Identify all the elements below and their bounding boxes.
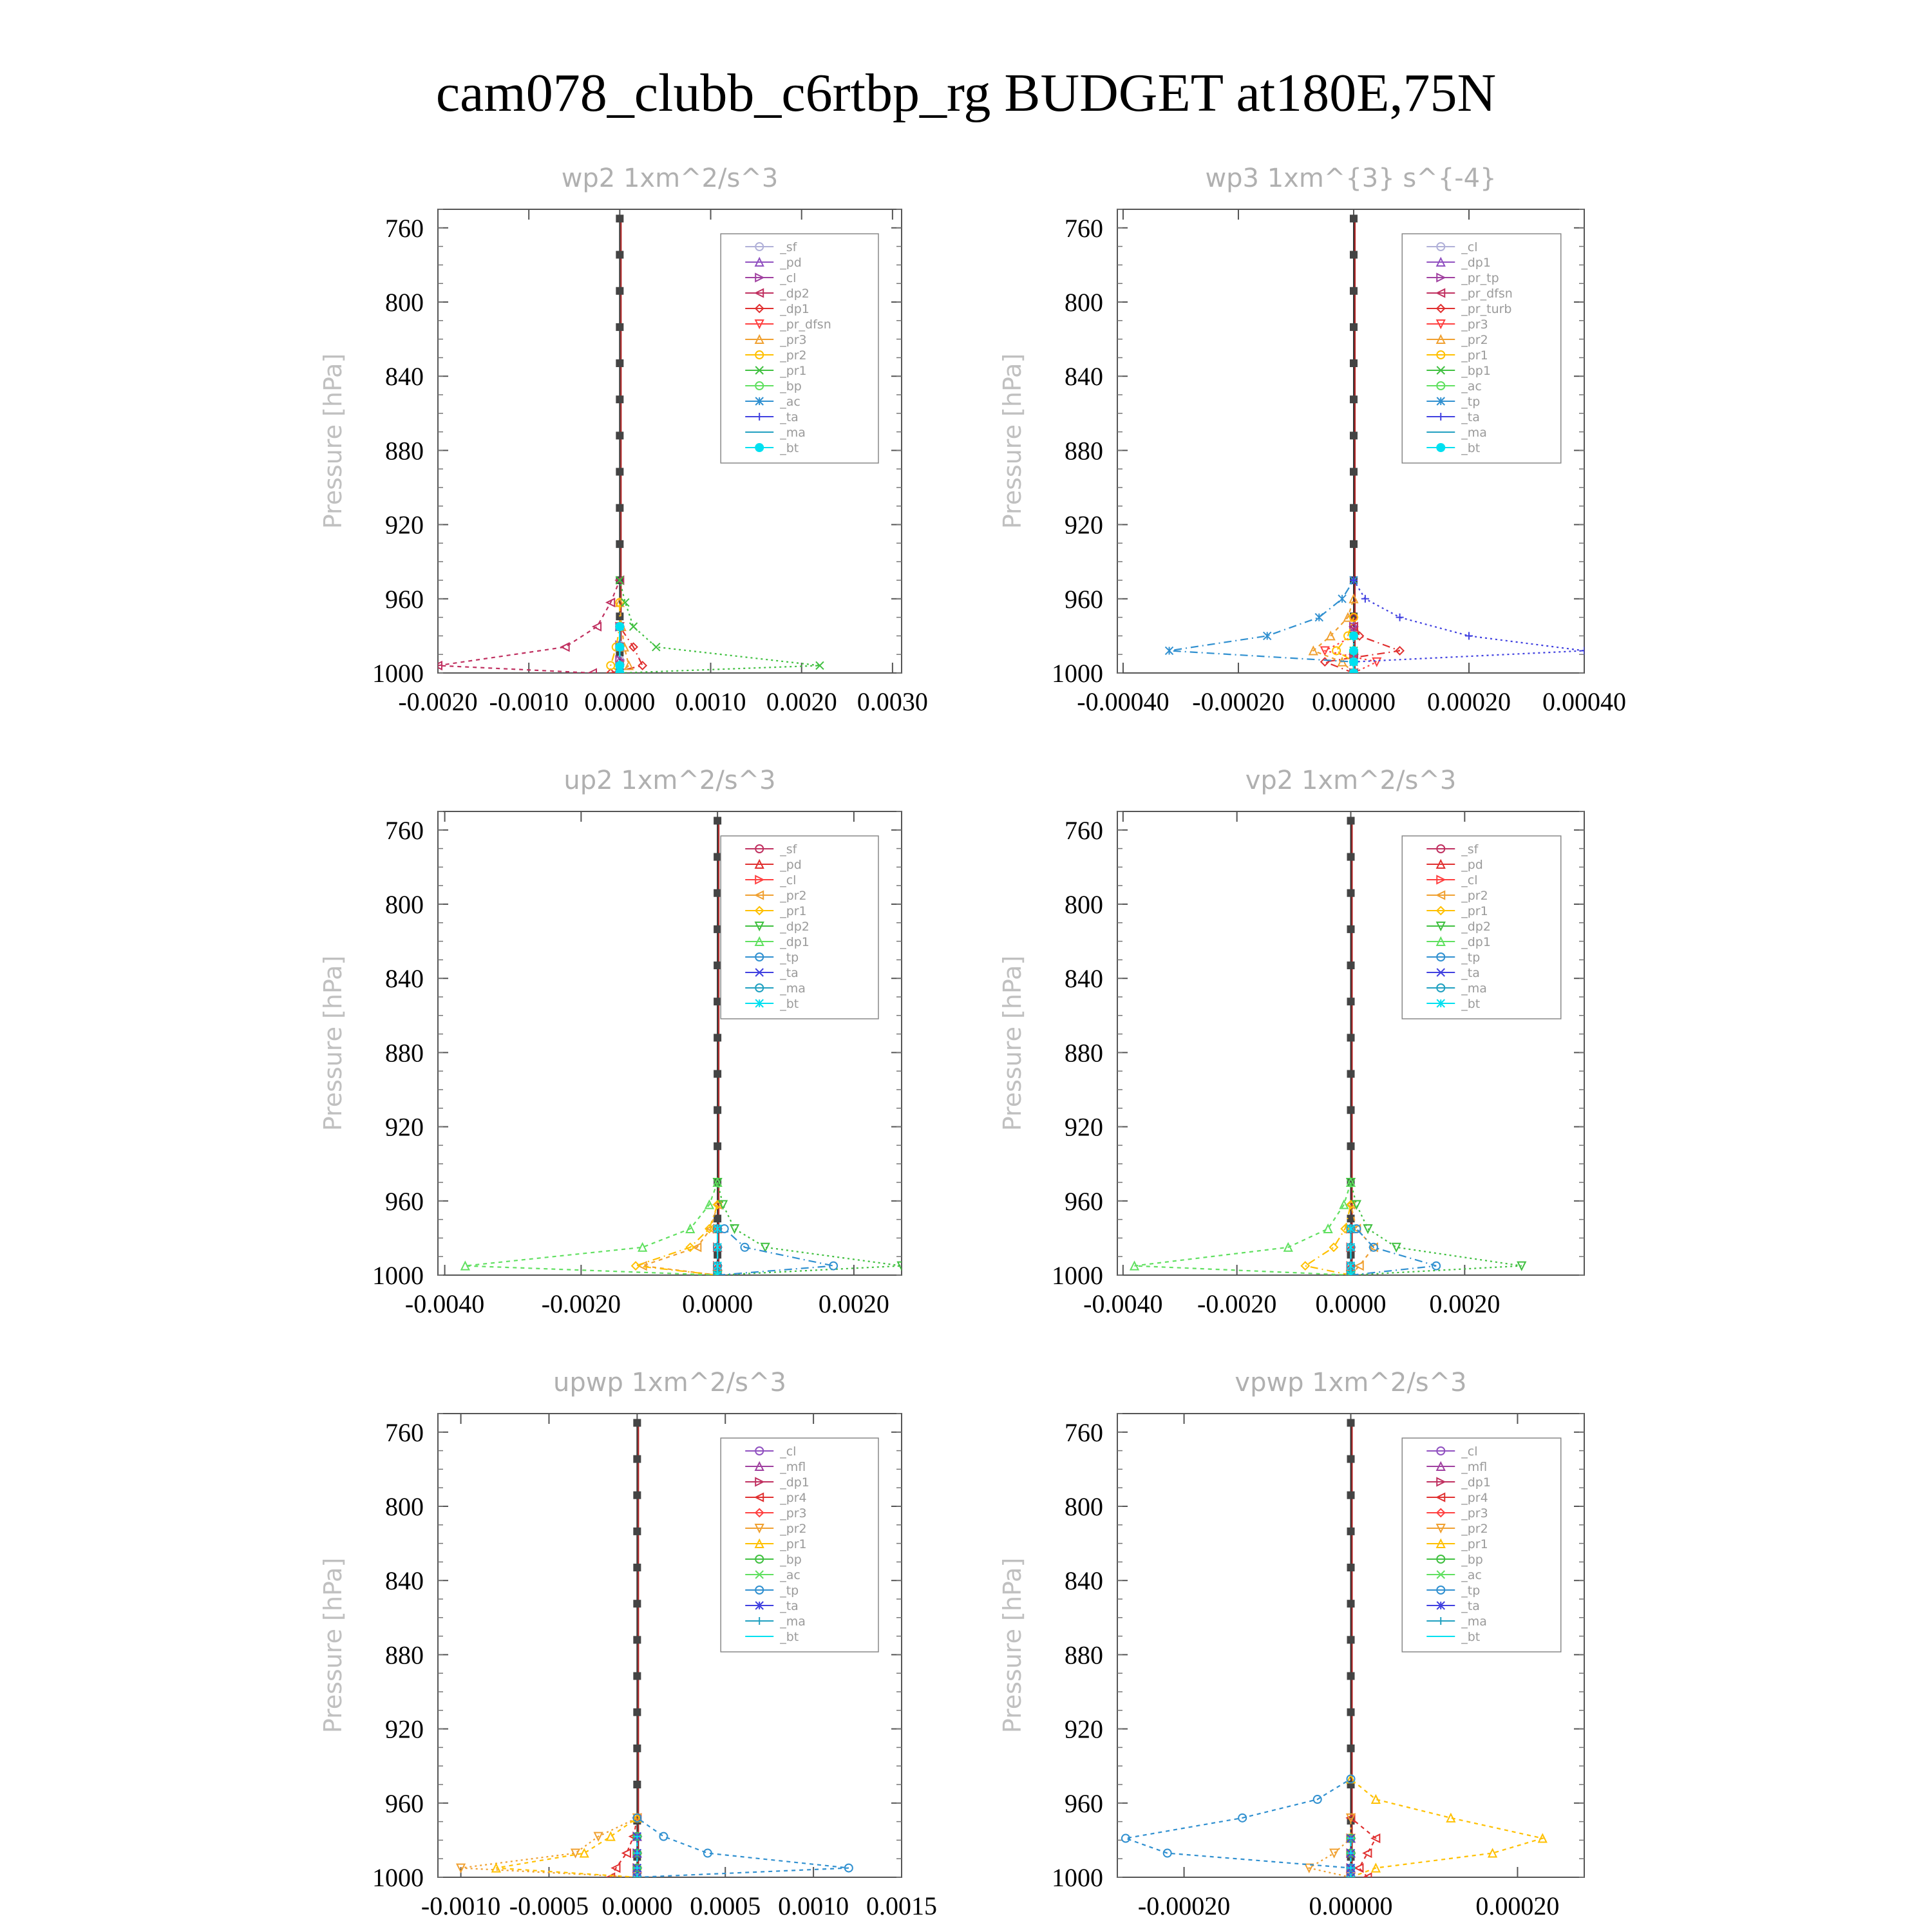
series-line-pr2	[643, 1205, 717, 1275]
series-point-tp	[1315, 614, 1323, 621]
legend-label: _pr3	[780, 333, 807, 347]
level-marker	[714, 1142, 721, 1150]
legend-label: _pr2	[1461, 889, 1488, 903]
level-marker	[1347, 1528, 1355, 1535]
panel-title: vp2 1xm^2/s^3	[1245, 766, 1457, 795]
legend-label: _bt	[780, 1630, 799, 1644]
legend-label: _mfl	[780, 1460, 806, 1474]
level-marker	[1347, 998, 1355, 1005]
x-tick-label: 0.00000	[1311, 687, 1396, 716]
y-tick-label: 920	[385, 510, 424, 540]
legend-label: _pd	[780, 858, 802, 872]
y-tick-label: 880	[385, 1038, 424, 1068]
panel-2	[998, 164, 1626, 716]
y-axis-label: Pressure [hPa]	[998, 955, 1027, 1132]
y-tick-label: 760	[1065, 815, 1103, 845]
level-marker	[714, 1215, 721, 1222]
y-tick-label: 920	[1065, 1714, 1103, 1744]
y-tick-label: 800	[385, 1492, 424, 1521]
level-marker	[616, 359, 623, 367]
y-axis-label: Pressure [hPa]	[998, 1557, 1027, 1734]
series-line-pr1	[1305, 1205, 1351, 1275]
legend-label: _pr3	[780, 1506, 807, 1520]
series-line-tp	[717, 1229, 833, 1275]
x-tick-label: -0.0040	[404, 1289, 485, 1318]
y-tick-label: 880	[385, 436, 424, 466]
series-line-pr1	[620, 580, 820, 673]
level-marker	[616, 540, 623, 548]
series-line-dp1	[465, 1182, 717, 1275]
legend-label: _ma	[780, 1615, 806, 1629]
level-marker	[616, 395, 623, 403]
legend-label: _cl	[1461, 873, 1478, 887]
y-tick-label: 960	[1065, 1788, 1103, 1818]
level-marker	[616, 468, 623, 476]
level-marker	[1347, 1709, 1355, 1716]
y-tick-label: 920	[385, 1112, 424, 1142]
level-marker	[616, 431, 623, 439]
y-tick-label: 800	[385, 890, 424, 919]
series-point-pr1	[1302, 1262, 1309, 1270]
legend-label: _bt	[1461, 997, 1481, 1011]
x-tick-label: 0.0020	[818, 1289, 889, 1318]
level-marker	[1347, 961, 1355, 969]
legend-label: _dp1	[780, 302, 810, 316]
series-point-bt	[1349, 658, 1358, 667]
x-tick-label: 0.0005	[690, 1891, 761, 1920]
series-point-tp	[1166, 647, 1173, 654]
panel-3	[319, 766, 905, 1318]
level-marker	[633, 1745, 641, 1752]
y-tick-label: 840	[1065, 362, 1103, 392]
legend-label: _dp2	[780, 920, 810, 934]
series-point-bt	[615, 643, 624, 652]
legend-label: _pd	[1461, 858, 1483, 872]
y-tick-label: 1000	[1052, 1261, 1103, 1290]
y-tick-label: 760	[385, 1417, 424, 1447]
x-tick-label: -0.0020	[1197, 1289, 1277, 1318]
level-marker	[1347, 889, 1355, 897]
legend-label: _dp1	[1461, 1475, 1491, 1490]
legend-label: _ta	[780, 966, 799, 980]
legend-label: _bp1	[1461, 364, 1491, 378]
level-marker	[1350, 359, 1358, 367]
level-marker	[633, 1672, 641, 1680]
y-tick-label: 760	[385, 213, 424, 243]
legend-label: _pr_dfsn	[780, 317, 831, 332]
x-tick-label: 0.0010	[778, 1891, 849, 1920]
y-tick-label: 840	[385, 362, 424, 392]
legend-label: _tp	[1461, 395, 1481, 409]
series-point-bt	[1349, 668, 1358, 677]
legend-label: _pd	[780, 256, 802, 270]
level-marker	[1347, 1070, 1355, 1078]
legend-label: _ta	[1461, 410, 1480, 424]
series-point-ta	[1580, 647, 1588, 654]
level-marker	[714, 998, 721, 1005]
series-point-bt	[1349, 631, 1358, 640]
level-marker	[633, 1492, 641, 1499]
legend-label: _ac	[780, 1568, 800, 1582]
series-point-bt	[615, 622, 624, 631]
legend-label: _ta	[780, 410, 799, 424]
level-marker	[1347, 1034, 1355, 1041]
panel-6	[998, 1368, 1584, 1920]
panel-title: up2 1xm^2/s^3	[564, 766, 776, 795]
x-tick-label: -0.0040	[1083, 1289, 1163, 1318]
y-tick-label: 800	[385, 288, 424, 317]
legend-label: _mfl	[1461, 1460, 1488, 1474]
level-marker	[714, 1070, 721, 1078]
level-marker	[1347, 1636, 1355, 1643]
y-tick-label: 920	[1065, 1112, 1103, 1142]
x-tick-label: 0.0015	[866, 1891, 937, 1920]
x-tick-label: -0.00020	[1137, 1891, 1231, 1920]
level-marker	[1347, 925, 1355, 933]
x-tick-label: -0.0005	[509, 1891, 589, 1920]
panel-title: wp3 1xm^{3} s^{-4}	[1205, 164, 1497, 193]
legend-label: _bt	[780, 997, 799, 1011]
legend-label: _ma	[780, 981, 806, 996]
legend-label: _cl	[780, 873, 797, 887]
panel-1	[319, 164, 928, 716]
series-point-ta	[1465, 632, 1473, 639]
level-marker	[714, 853, 721, 861]
legend-label: _sf	[780, 240, 797, 254]
x-tick-label: -0.00020	[1192, 687, 1285, 716]
legend-label: _tp	[780, 1584, 799, 1598]
y-tick-label: 920	[1065, 510, 1103, 540]
legend-label: _pr2	[780, 348, 807, 363]
series-point-dp1	[639, 661, 647, 669]
legend-label: _dp1	[1461, 256, 1491, 270]
legend-label: _pr1	[780, 1537, 807, 1551]
legend-label: _tp	[1461, 951, 1481, 965]
legend-label: _dp1	[780, 1475, 810, 1490]
level-marker	[1350, 504, 1358, 512]
series-point-dp2	[761, 1244, 769, 1251]
legend-label: _bt	[780, 441, 799, 455]
series-point-bt	[1349, 646, 1358, 655]
series-point-dp2	[1364, 1225, 1372, 1233]
y-tick-label: 960	[385, 584, 424, 614]
legend-label: _dp1	[780, 935, 810, 949]
series-point-pr3	[1373, 658, 1381, 666]
x-tick-label: -0.0010	[421, 1891, 501, 1920]
legend-label: _cl	[780, 1444, 797, 1459]
legend-label: _bp	[780, 379, 802, 393]
legend-label: _ma	[780, 426, 806, 440]
legend-label: _ma	[1461, 981, 1487, 996]
legend-label: _ac	[1461, 1568, 1482, 1582]
legend-label: _pr4	[1461, 1491, 1488, 1505]
y-tick-label: 800	[1065, 288, 1103, 317]
legend-label: _pr1	[780, 904, 807, 918]
level-marker	[1347, 1672, 1355, 1680]
y-axis-label: Pressure [hPa]	[319, 1557, 347, 1734]
level-marker	[633, 1419, 641, 1426]
legend-label: _ac	[1461, 379, 1482, 393]
series-line-pr1	[636, 1205, 717, 1275]
y-tick-label: 760	[1065, 1417, 1103, 1447]
panel-title: vpwp 1xm^2/s^3	[1235, 1368, 1467, 1397]
y-axis-label: Pressure [hPa]	[319, 955, 347, 1132]
y-axis-label: Pressure [hPa]	[319, 353, 347, 529]
series-point-pr4	[1363, 1850, 1371, 1857]
y-tick-label: 960	[1065, 1186, 1103, 1216]
series-point-dp2	[562, 643, 569, 651]
series-line-tp	[637, 1818, 849, 1877]
y-axis-label: Pressure [hPa]	[998, 353, 1027, 529]
level-marker	[1347, 1745, 1355, 1752]
x-tick-label: -0.00040	[1077, 687, 1170, 716]
level-marker	[1350, 251, 1358, 259]
level-marker	[1347, 1600, 1355, 1607]
legend-label: _pr1	[1461, 1537, 1488, 1551]
level-marker	[1347, 817, 1355, 824]
series-point-pr1	[580, 1850, 588, 1857]
level-marker	[714, 1106, 721, 1114]
level-marker	[633, 1636, 641, 1643]
y-tick-label: 840	[1065, 964, 1103, 994]
legend-label: _pr_dfsn	[1461, 287, 1513, 301]
legend	[1402, 1438, 1561, 1652]
legend-label: _cl	[1461, 1444, 1478, 1459]
legend-label: _pr2	[780, 889, 807, 903]
series-point-pr2	[1331, 1850, 1338, 1857]
level-marker	[616, 287, 623, 295]
level-marker	[633, 1564, 641, 1571]
y-tick-label: 880	[1065, 1640, 1103, 1670]
series-point-ta	[1361, 595, 1369, 603]
legend-label: _dp1	[1461, 935, 1491, 949]
legend-label: _pr4	[780, 1491, 807, 1505]
series-point-pr4	[1355, 1864, 1363, 1872]
series-point-dp1	[1324, 1225, 1332, 1233]
level-marker	[633, 1600, 641, 1607]
y-tick-label: 880	[385, 1640, 424, 1670]
legend-label: _ta	[1461, 966, 1480, 980]
level-marker	[1347, 1564, 1355, 1571]
x-tick-label: -0.0020	[541, 1289, 621, 1318]
legend-label: _cl	[1461, 240, 1478, 254]
y-tick-label: 840	[1065, 1566, 1103, 1596]
y-tick-label: 1000	[372, 659, 424, 688]
y-tick-label: 800	[1065, 1492, 1103, 1521]
legend-label: _bt	[1461, 441, 1481, 455]
level-marker	[1350, 323, 1358, 331]
level-marker	[633, 1528, 641, 1535]
y-tick-label: 1000	[1052, 659, 1103, 688]
series-line-dp2	[1351, 1182, 1522, 1275]
level-marker	[1350, 214, 1358, 222]
y-tick-label: 960	[385, 1788, 424, 1818]
legend-marker	[1436, 443, 1445, 452]
legend	[1402, 234, 1561, 463]
legend-marker	[755, 443, 764, 452]
level-marker	[616, 251, 623, 259]
y-tick-label: 880	[1065, 436, 1103, 466]
panel-4	[998, 766, 1584, 1318]
legend-label: _pr3	[1461, 317, 1488, 332]
legend	[721, 1438, 878, 1652]
legend	[1402, 836, 1561, 1019]
level-marker	[1350, 395, 1358, 403]
legend-label: _ac	[780, 395, 800, 409]
level-marker	[616, 504, 623, 512]
legend-label: _dp2	[780, 287, 810, 301]
x-tick-label: 0.0020	[766, 687, 837, 716]
panel-title: upwp 1xm^2/s^3	[553, 1368, 786, 1397]
panel-5	[319, 1368, 937, 1920]
legend-label: _pr1	[1461, 904, 1488, 918]
y-tick-label: 960	[385, 1186, 424, 1216]
y-tick-label: 880	[1065, 1038, 1103, 1068]
level-marker	[714, 1034, 721, 1041]
series-point-tp	[1338, 595, 1346, 603]
x-tick-label: 0.0020	[1429, 1289, 1501, 1318]
series-point-tp	[659, 1833, 667, 1841]
level-marker	[616, 323, 623, 331]
legend-label: _pr1	[1461, 348, 1488, 363]
series-point-pr1	[630, 623, 638, 630]
series-point-dp2	[731, 1225, 739, 1233]
level-marker	[1350, 431, 1358, 439]
level-marker	[1347, 1419, 1355, 1426]
level-marker	[714, 925, 721, 933]
x-tick-label: 0.0030	[857, 687, 928, 716]
y-tick-label: 760	[1065, 213, 1103, 243]
level-marker	[1347, 1455, 1355, 1463]
legend-label: _pr2	[780, 1522, 807, 1536]
legend-label: _tp	[1461, 1584, 1481, 1598]
series-point-ta	[1396, 614, 1404, 621]
y-tick-label: 920	[385, 1714, 424, 1744]
x-tick-label: 0.0010	[675, 687, 746, 716]
series-line-dp1	[1135, 1182, 1351, 1275]
legend	[721, 836, 878, 1019]
figure-title: cam078_clubb_c6rtbp_rg BUDGET at180E,75N	[435, 63, 1497, 123]
legend-label: _bp	[1461, 1553, 1483, 1567]
level-marker	[633, 1455, 641, 1463]
legend-label: _ma	[1461, 426, 1487, 440]
level-marker	[714, 889, 721, 897]
series-line-ta	[1354, 580, 1584, 673]
level-marker	[1350, 468, 1358, 476]
legend-label: _pr_turb	[1461, 302, 1512, 316]
y-tick-label: 840	[385, 1566, 424, 1596]
level-marker	[1347, 853, 1355, 861]
x-tick-label: 0.0000	[601, 1891, 673, 1920]
level-marker	[616, 214, 623, 222]
y-tick-label: 960	[1065, 584, 1103, 614]
y-tick-label: 1000	[372, 1863, 424, 1892]
legend-label: _ta	[780, 1599, 799, 1613]
series-line-pr1	[1351, 1779, 1543, 1877]
x-tick-label: 0.0000	[584, 687, 656, 716]
series-line-pr2	[1309, 1818, 1351, 1877]
level-marker	[714, 961, 721, 969]
legend	[721, 234, 878, 463]
x-tick-label: 0.00040	[1542, 687, 1626, 716]
y-tick-label: 1000	[1052, 1863, 1103, 1892]
level-marker	[1350, 287, 1358, 295]
level-marker	[633, 1781, 641, 1788]
legend-label: _pr2	[1461, 1522, 1488, 1536]
y-tick-label: 840	[385, 964, 424, 994]
legend-label: _bt	[1461, 1630, 1481, 1644]
legend-label: _sf	[780, 842, 797, 857]
legend-label: _pr3	[1461, 1506, 1488, 1520]
legend-label: _pr1	[780, 364, 807, 378]
legend-label: _pr2	[1461, 333, 1488, 347]
legend-label: _sf	[1461, 842, 1479, 857]
x-tick-label: 0.00020	[1475, 1891, 1560, 1920]
level-marker	[1347, 1142, 1355, 1150]
legend-label: _pr_tp	[1461, 271, 1499, 285]
y-tick-label: 760	[385, 815, 424, 845]
y-tick-label: 800	[1065, 890, 1103, 919]
x-tick-label: -0.0010	[489, 687, 569, 716]
level-marker	[633, 1709, 641, 1716]
series-point-pr1	[1330, 1244, 1338, 1251]
x-tick-label: 0.0000	[1315, 1289, 1387, 1318]
series-point-pr1	[1332, 647, 1340, 654]
level-marker	[1350, 540, 1358, 548]
panels-container	[319, 164, 1626, 1920]
y-tick-label: 1000	[372, 1261, 424, 1290]
level-marker	[1347, 1492, 1355, 1499]
legend-label: _cl	[780, 271, 797, 285]
legend-label: _tp	[780, 951, 799, 965]
series-point-dp2	[593, 623, 601, 630]
level-marker	[1347, 1106, 1355, 1114]
x-tick-label: 0.0000	[682, 1289, 753, 1318]
level-marker	[714, 817, 721, 824]
legend-label: _dp2	[1461, 920, 1491, 934]
x-tick-label: 0.00020	[1426, 687, 1511, 716]
x-tick-label: 0.00000	[1309, 1891, 1393, 1920]
legend-label: _ma	[1461, 1615, 1487, 1629]
series-point-bt	[615, 661, 624, 670]
legend-label: _ta	[1461, 1599, 1480, 1613]
panel-title: wp2 1xm^2/s^3	[561, 164, 779, 193]
legend-label: _bp	[780, 1553, 802, 1567]
series-line-pr_turb	[1325, 618, 1399, 673]
x-tick-label: -0.0020	[398, 687, 478, 716]
